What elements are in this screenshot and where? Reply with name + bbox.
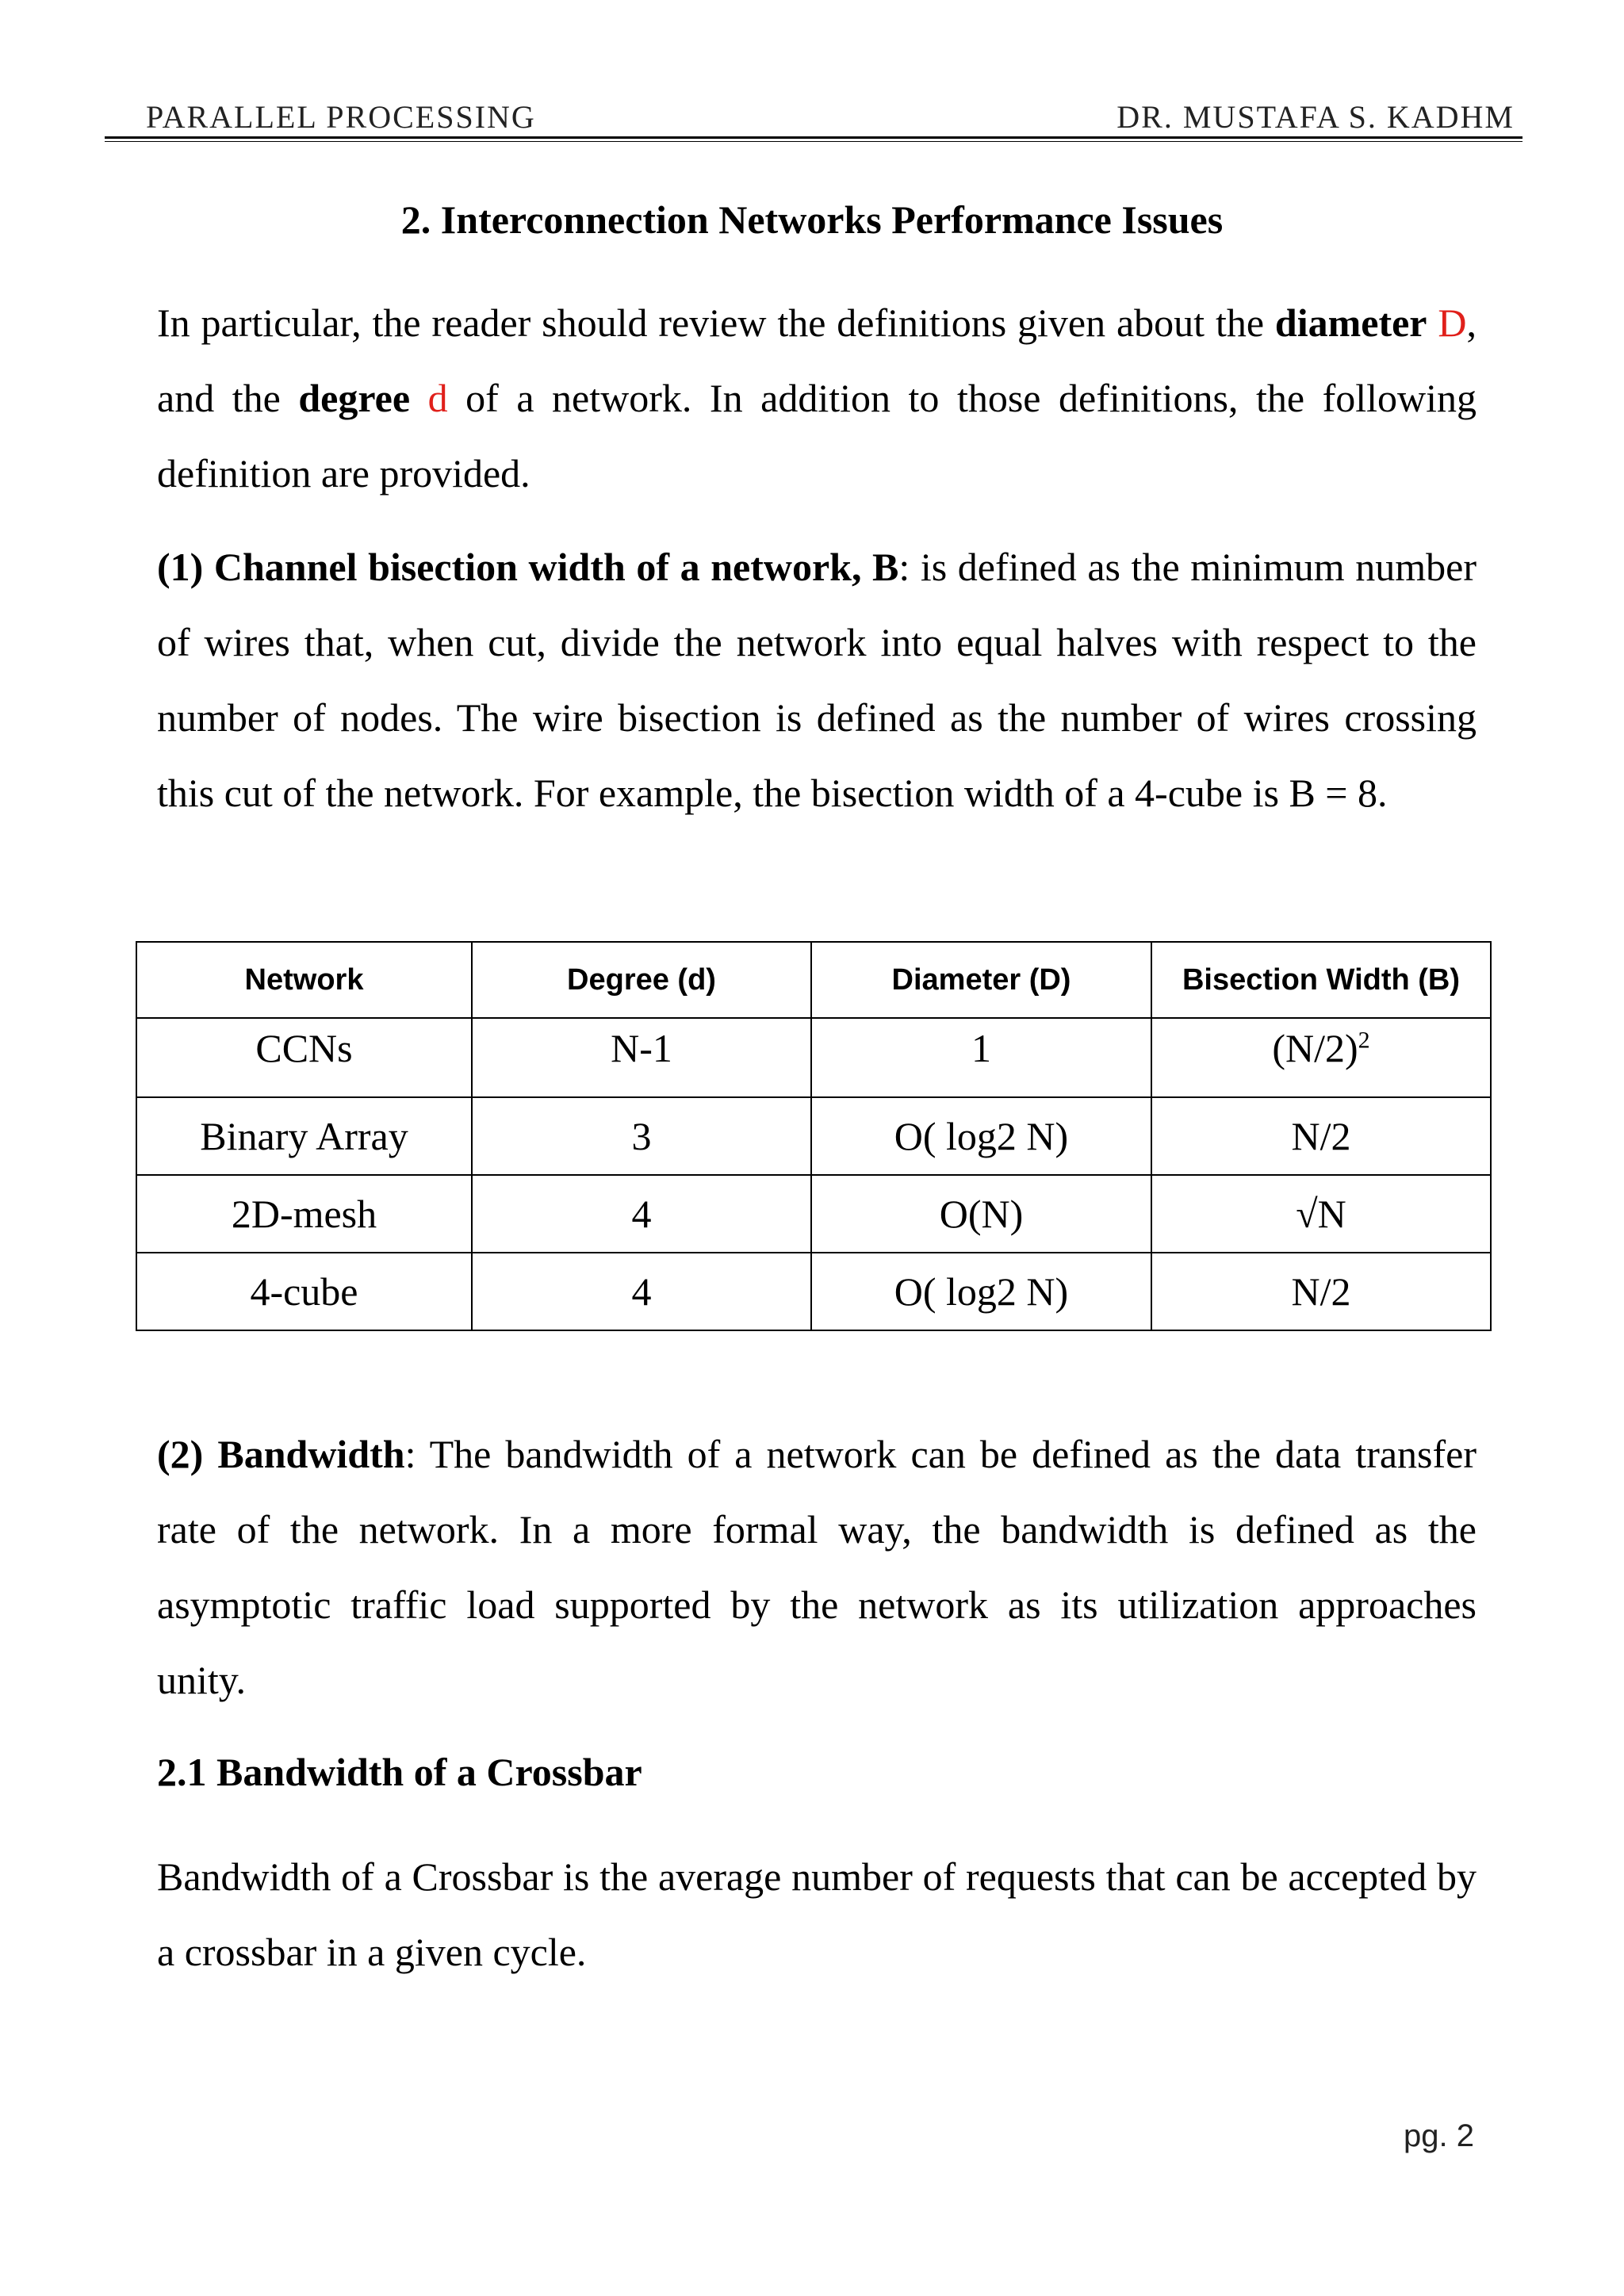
cell-bisection: N/2 — [1151, 1253, 1491, 1330]
cell-diameter: O(N) — [811, 1175, 1151, 1253]
definition-bandwidth-term: (2) Bandwidth — [157, 1432, 405, 1476]
network-properties-table — [136, 941, 1492, 1331]
subsection-heading: 2.1 Bandwidth of a Crossbar — [157, 1750, 642, 1794]
cell-network: 4-cube — [136, 1253, 472, 1330]
page-header — [105, 89, 1522, 136]
cell-bisection: N/2 — [1151, 1097, 1491, 1175]
table-row — [136, 1253, 1491, 1330]
table-row — [136, 1175, 1491, 1253]
header-diameter: Diameter (D) — [811, 942, 1151, 1018]
cell-bisection: √N — [1151, 1175, 1491, 1253]
cell-degree: 4 — [472, 1175, 811, 1253]
cell-diameter: O( log2 N) — [811, 1097, 1151, 1175]
symbol-diameter: D — [1427, 300, 1467, 345]
table-row — [136, 1018, 1491, 1097]
exponent: 2 — [1358, 1027, 1370, 1054]
cell-diameter: 1 — [811, 1018, 1151, 1097]
crossbar-paragraph: Bandwidth of a Crossbar is the average number of requests that can be accepted by a crossbar in a given cycle. — [157, 1854, 1477, 1974]
table-row — [136, 1097, 1491, 1175]
definition-bisection-width: (1) Channel bisection width of a network, B: is defined as the minimum number of wires that, when cut, divide the network into equal halves with respect to the number of nodes. The wire bisection is defined as the number of wires crossing this cut of the network. For example, the bisection width of a 4-cube is B = 8. — [157, 545, 1477, 815]
header-author: DR. MUSTAFA S. KADHM — [1116, 99, 1515, 135]
intro-paragraph: In particular, the reader should review the definitions given about the diameter D, and the degree d of a network. In addition to those definitions, the following definition are provided. — [157, 300, 1477, 496]
definition-bisection-term: (1) Channel bisection width of a network, B — [157, 545, 899, 589]
cell-degree: 4 — [472, 1253, 811, 1330]
cell-bisection: $(N/2)^2$ — [1151, 1018, 1491, 1097]
cell-network: 2D-mesh — [136, 1175, 472, 1253]
table-header-row — [136, 942, 1491, 1018]
cell-diameter: O( log2 N) — [811, 1253, 1151, 1330]
section-title: 2. Interconnection Networks Performance Issues — [400, 197, 1224, 242]
header-bisection: Bisection Width (B) — [1151, 942, 1491, 1018]
page-number: pg. 2 — [1404, 2118, 1474, 2153]
cell-network: Binary Array — [136, 1097, 472, 1175]
definition-bandwidth: (2) Bandwidth: The bandwidth of a network can be defined as the data transfer rate of the network. In a more formal way, the bandwidth is defined as the asymptotic traffic load supported by the network as its utilization approaches unity. — [157, 1432, 1477, 1702]
header-degree: Degree (d) — [472, 942, 811, 1018]
symbol-degree: d — [410, 376, 448, 420]
header-course-title: PARALLEL PROCESSING — [146, 99, 536, 135]
cell-degree: 3 — [472, 1097, 811, 1175]
header-rule-thin — [105, 141, 1522, 142]
term-degree: degree — [298, 376, 411, 420]
cell-network: CCNs — [136, 1018, 472, 1097]
header-network: Network — [136, 942, 472, 1018]
cell-degree: N-1 — [472, 1018, 811, 1097]
header-rule-thick — [105, 136, 1522, 139]
term-diameter: diameter — [1274, 300, 1427, 345]
